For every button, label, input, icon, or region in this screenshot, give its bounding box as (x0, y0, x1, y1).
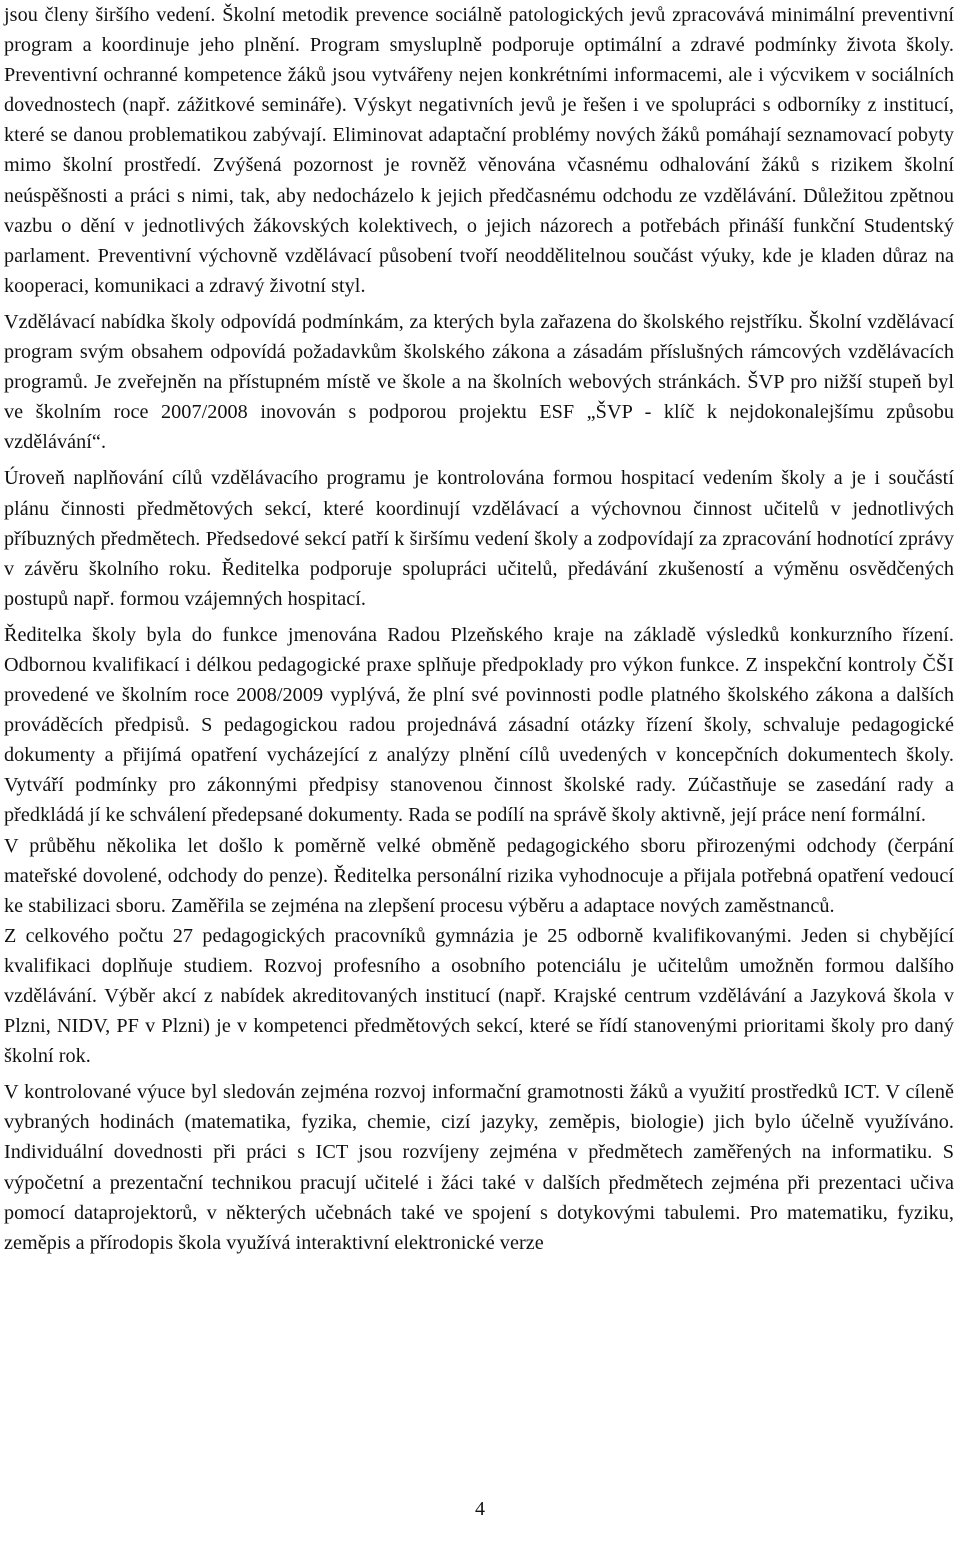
paragraph-educational-offer: Vzdělávací nabídka školy odpovídá podmínkám, za kterých byla zařazena do školského rejstříku. Školní vzdělávací program svým obsahem odpovídá požadavkům školského zákona a zásadám příslušných rámcových vzdělávacích programů. Je zveřejněn na přístupném místě ve škole a na školních webových stránkách. ŠVP pro nižší stupeň byl ve školním roce 2007/2008 inovován s podporou projektu ESF „ŠVP - klíč k nejdokonalejšímu způsobu vzdělávání“. (4, 310, 954, 454)
paragraph-headmistress: Ředitelka školy byla do funkce jmenována Radou Plzeňského kraje na základě výsledků konkurzního řízení. Odbornou kvalifikací i délkou pedagogické praxe splňuje předpoklady pro výkon funkce. Z inspekční kontroly ČŠI provedené ve školním roce 2008/2009 vyplývá, že plní své povinnosti podle platného školského zákona a dalších prováděcích předpisů. S pedagogickou radou projednává zásadní otázky řízení školy, schvaluje pedagogické dokumenty a přijímá opatření vycházející z analýzy plnění cílů uvedených v koncepčních dokumentech školy. Vytváří podmínky pro zákonnými předpisy stanovenou činnost školské rady. Zúčastňuje se zasedání rady a předkládá jí ke schválení předepsané dokumenty. Rada se podílí na správě školy aktivně, její práce není formální. (4, 623, 954, 827)
paragraph-prevention: jsou členy širšího vedení. Školní metodik prevence sociálně patologických jevů zpracovává minimální preventivní program a koordinuje jeho plnění. Program smysluplně podporuje optimální a zdravé podmínky života školy. Preventivní ochranné kompetence žáků jsou vytvářeny nejen konkrétními informacemi, ale i výcvikem v sociálních dovednostech (např. zážitkové semináře). Výskyt negativních jevů je řešen i ve spolupráci s odborníky z institucí, které se danou problematikou zabývají. Eliminovat adaptační problémy nových žáků pomáhají seznamovací pobyty mimo školní prostředí. Zvýšená pozornost je rovněž věnována včasnému odhalování žáků s rizikem školní neúspěšnosti a práci s nimi, tak, aby nedocházelo k jejich předčasnému odchodu ze vzdělávání. Důležitou zpětnou vazbu o dění v jednotlivých žákovských kolektivech, o jejich názorech a potřebách přináší funkční Studentský parlament. Preventivní výchovně vzdělávací působení tvoří neoddělitelnou součást výuky, kde je kladen důraz na kooperaci, komunikaci a zdravý životní styl. (4, 4, 954, 297)
paragraph-goal-fulfillment: Úroveň naplňování cílů vzdělávacího programu je kontrolována formou hospitací vedením školy a je i součástí plánu činnosti předmětových sekcí, které koordinují vzdělávací a výchovnou činnost učitelů v jednotlivých příbuzných předmětech. Předsedové sekcí patří k širšímu vedení školy a zodpovídají za zpracování hodnotící zprávy v závěru školního roku. Ředitelka podporuje spolupráci učitelů, předávání zkušeností a výměnu osvědčených postupů např. formou vzájemných hospitací. (4, 467, 954, 610)
page-number: 4 (475, 1498, 485, 1520)
paragraph-qualification: Z celkového počtu 27 pedagogických pracovníků gymnázia je 25 odborně kvalifikovanými. Jeden si chybějící kvalifikaci doplňuje studiem. Rozvoj profesního a osobního potenciálu je učitelům umožněn formou dalšího vzdělávání. Výběr akcí z nabídek akreditovaných institucí (např. Krajské centrum vzdělávání a Jazyková škola v Plzni, NIDV, PF v Plzni) je v kompetenci předmětových sekcí, které se řídí stanovenými prioritami školy pro daný školní rok. (4, 924, 954, 1068)
paragraph-staff-changes: V průběhu několika let došlo k poměrně velké obměně pedagogického sboru přirozenými odchody (čerpání mateřské dovolené, odchody do penze). Ředitelka personální rizika vyhodnocuje a přijala potřebná opatření vedoucí ke stabilizaci sboru. Zaměřila se zejména na zlepšení procesu výběru a adaptace nových zaměstnanců. (4, 834, 954, 917)
paragraph-ict: V kontrolované výuce byl sledován zejména rozvoj informační gramotnosti žáků a využití prostředků ICT. V cíleně vybraných hodinách (matematika, fyzika, chemie, cizí jazyky, zeměpis, biologie) jich bylo účelně využíváno. Individuální dovednosti při práci s ICT jsou rozvíjeny zejména v předmětech zaměřených na informatiku. S výpočetní a prezentační technikou pracují učitelé i žáci také v dalších předmětech zejména při prezentaci učiva pomocí dataprojektorů, v některých učebnách také ve spojení s dotykovými tabulemi. Pro matematiku, fyziku, zeměpis a přírodopis škola využívá interaktivní elektronické verze (4, 1081, 954, 1254)
